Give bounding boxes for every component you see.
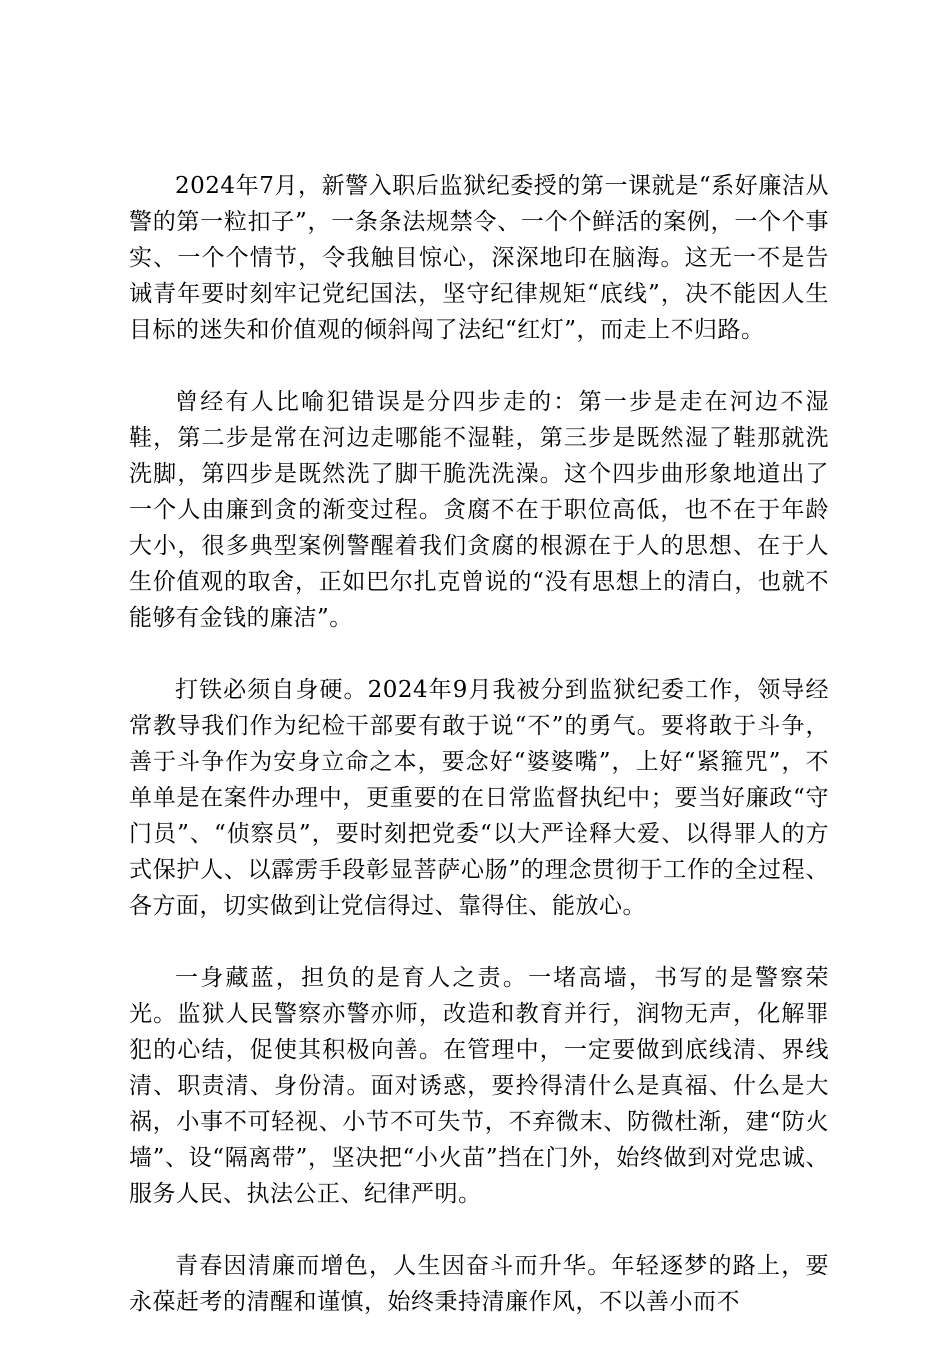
document-body (129, 168, 829, 1356)
paragraph-3: 打铁必须自身硬。2024年9月我被分到监狱纪委工作，领导经常教导我们作为纪检干部要有敢于说“不”的勇气。要将敢于斗争，善于斗争作为安身立命之本，要念好“婆婆嘴”，上好“紧箍咒”，不单单是在案件办理中，更重要的在日常监督执纪中；要当好廉政“守门员”、“侦察员”，要时刻把党委“以大严诠释大爱、以得罪人的方式保护人、以霹雳手段彰显菩萨心肠”的理念贯彻于工作的全过程、各方面，切实做到让党信得过、靠得住、能放心。 (129, 677, 829, 919)
paragraph-4: 一身藏蓝，担负的是育人之责。一堵高墙，书写的是警察荣光。监狱人民警察亦警亦师，改造和教育并行，润物无声，化解罪犯的心结，促使其积极向善。在管理中，一定要做到底线清、界线清、职责清、身份清。面对诱惑，要拎得清什么是真福、什么是大祸，小事不可轻视、小节不可失节，不弃微末、防微杜渐，建“防火墙”、设“隔离带”，坚决把“小火苗”挡在门外，始终做到对党忠诚、服务人民、执法公正、纪律严明。 (129, 965, 829, 1207)
paragraph-5: 青春因清廉而增色，人生因奋斗而升华。年轻逐梦的路上，要永葆赶考的清醒和谨慎，始终秉持清廉作风，不以善小而不 (129, 1253, 829, 1315)
paragraph-1: 2024年7月，新警入职后监狱纪委授的第一课就是“系好廉洁从警的第一粒扣子”，一条条法规禁令、一个个鲜活的案例，一个个事实、一个个情节，令我触目惊心，深深地印在脑海。这无一不是告诫青年要时刻牢记党纪国法，坚守纪律规矩“底线”，决不能因人生目标的迷失和价值观的倾斜闯了法纪“红灯”，而走上不归路。 (129, 173, 829, 343)
paragraph-2: 曾经有人比喻犯错误是分四步走的：第一步是走在河边不湿鞋，第二步是常在河边走哪能不湿鞋，第三步是既然湿了鞋那就洗洗脚，第四步是既然洗了脚干脆洗洗澡。这个四步曲形象地道出了一个人由廉到贪的渐变过程。贪腐不在于职位高低，也不在于年龄大小，很多典型案例警醒着我们贪腐的根源在于人的思想、在于人生价值观的取舍，正如巴尔扎克曾说的“没有思想上的清白，也就不能够有金钱的廉洁”。 (129, 389, 829, 631)
